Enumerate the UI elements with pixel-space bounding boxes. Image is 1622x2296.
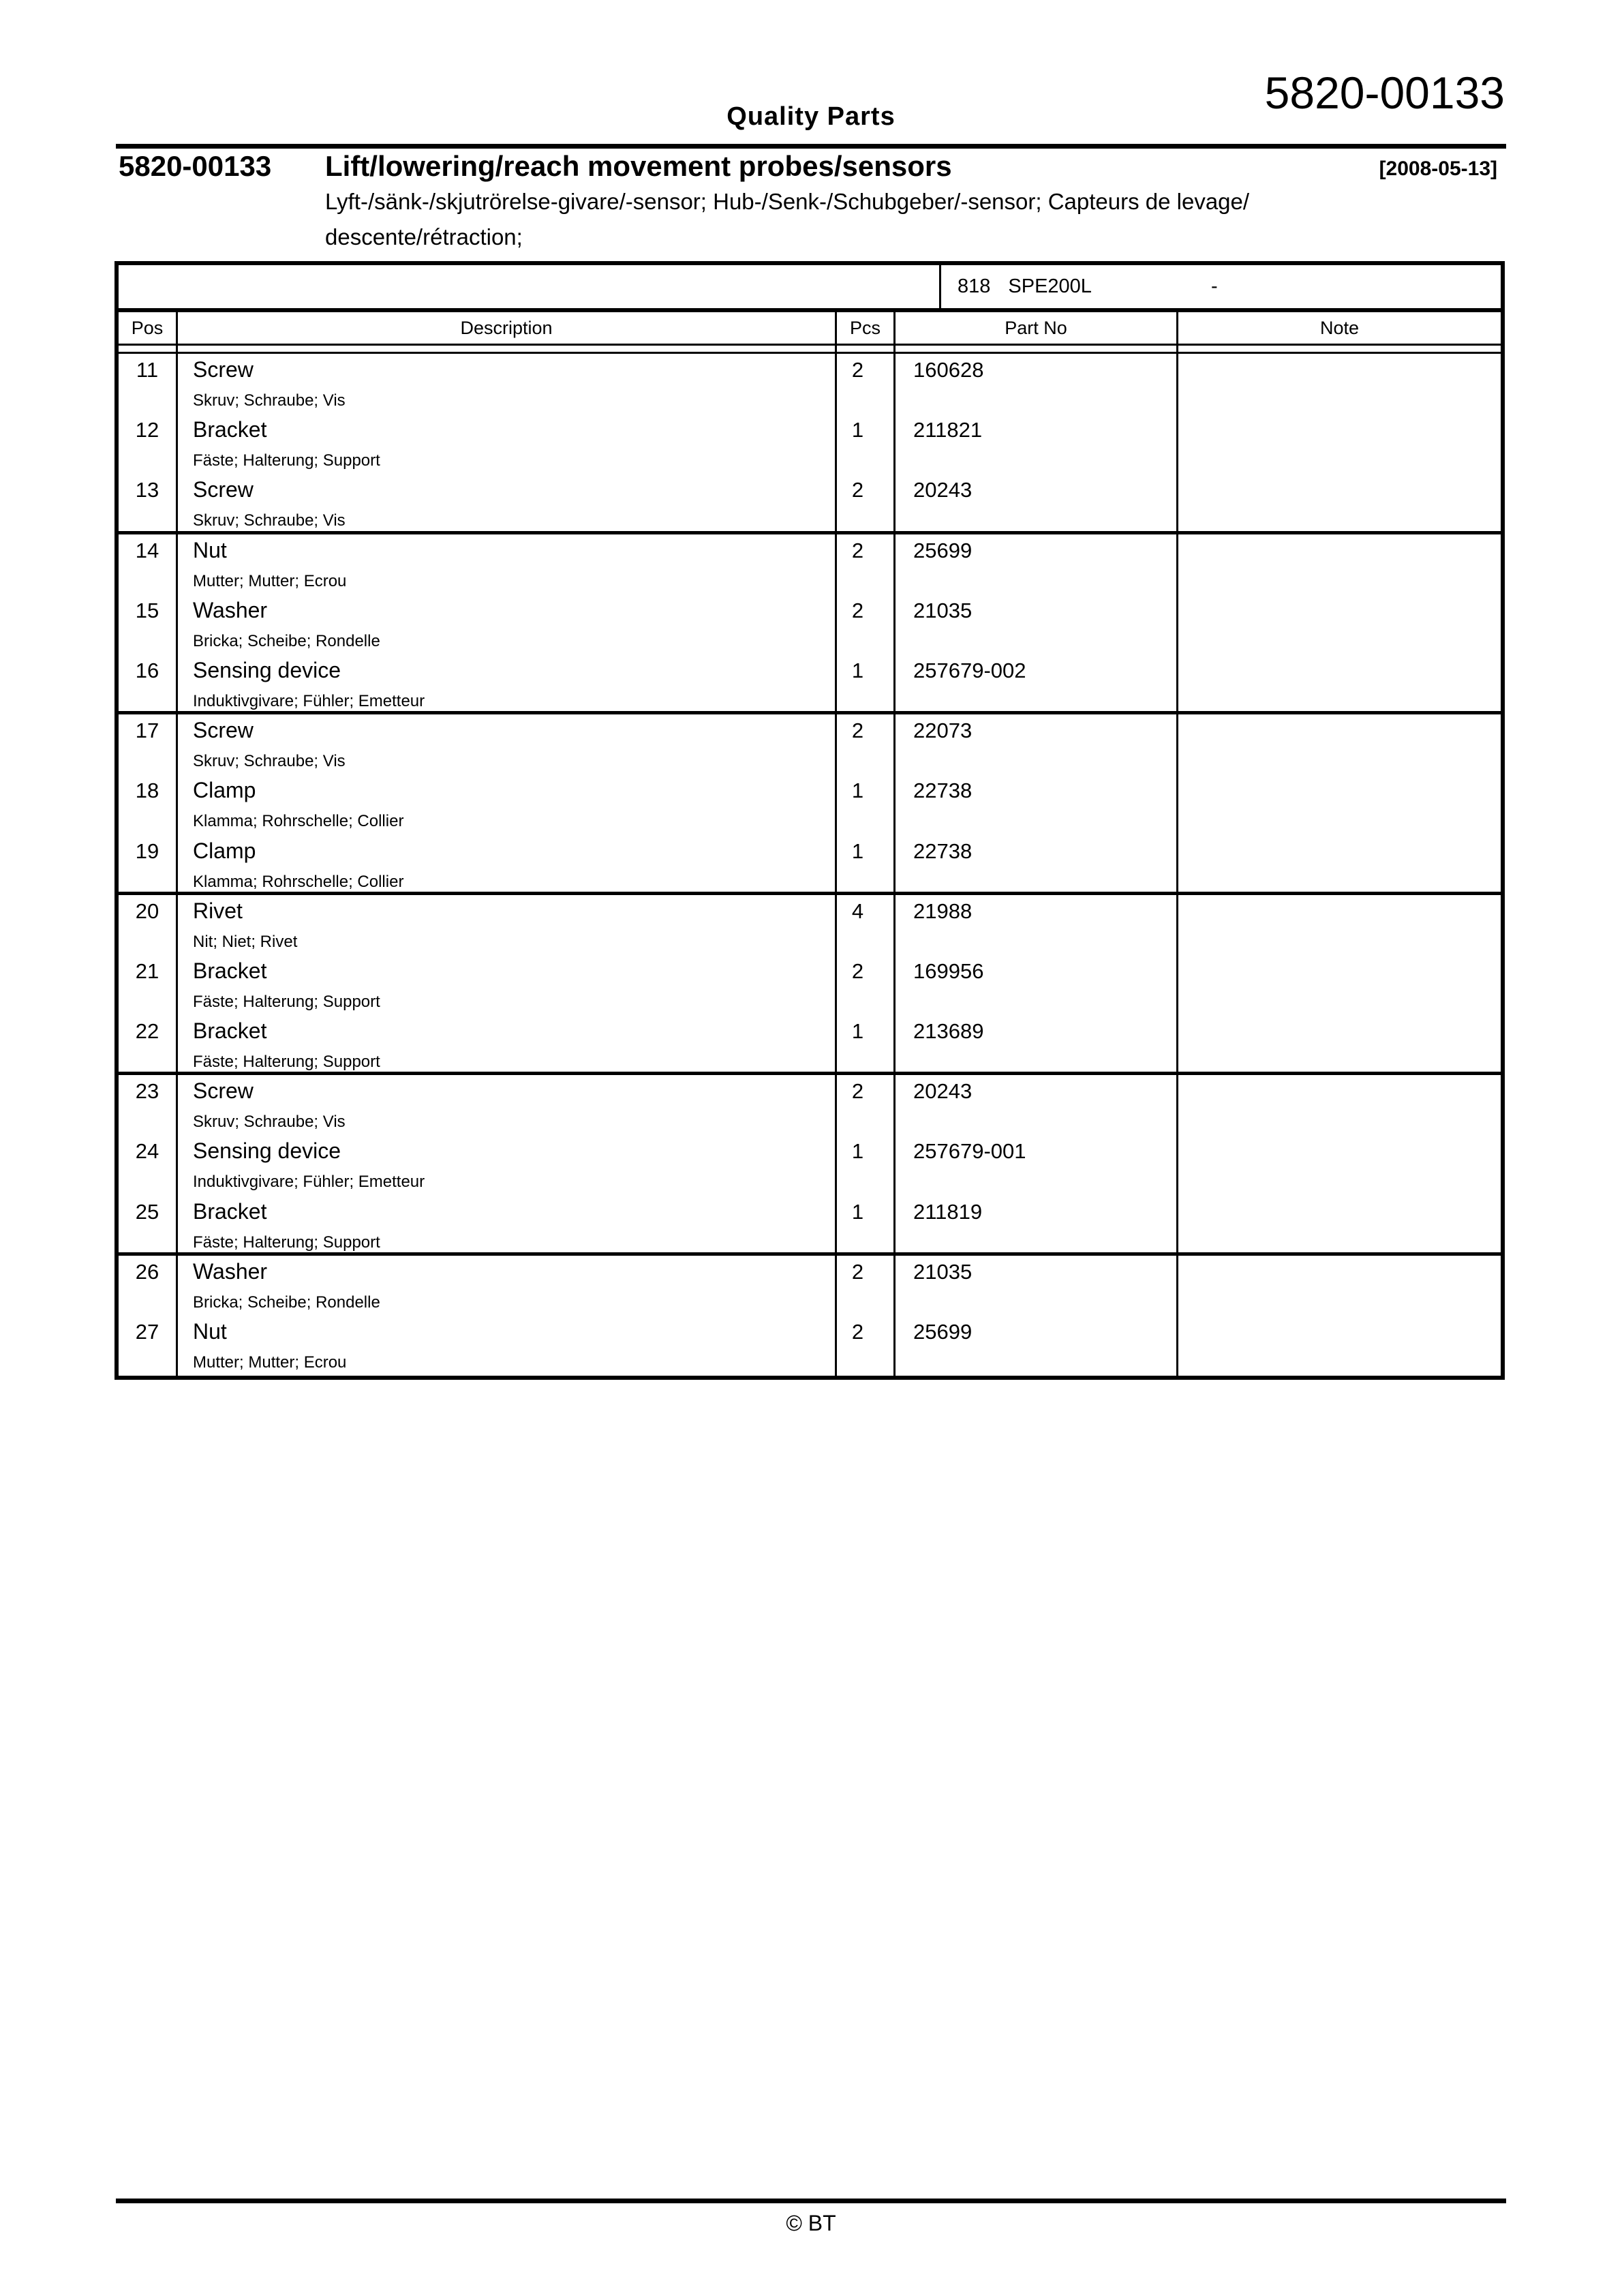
row-description-cell — [178, 594, 837, 654]
row-part-no: 22738 — [896, 774, 1178, 834]
part-translations: Klamma; Rohrschelle; Collier — [193, 872, 404, 891]
double-line-segment — [1178, 346, 1501, 352]
double-line-segment — [896, 346, 1178, 352]
model-header-row — [119, 265, 1501, 312]
row-part-no: 25699 — [896, 1316, 1178, 1376]
row-part-no: 211819 — [896, 1196, 1178, 1252]
row-pcs: 2 — [837, 474, 896, 530]
row-note — [1178, 594, 1501, 654]
double-line-segment — [837, 346, 896, 352]
row-pcs: 2 — [837, 354, 896, 414]
row-note — [1178, 1196, 1501, 1252]
row-pos: 19 — [119, 835, 178, 892]
row-note — [1178, 774, 1501, 834]
row-pos: 20 — [119, 895, 178, 955]
column-header-pos: Pos — [119, 312, 178, 344]
section-subtitle — [325, 184, 1249, 255]
row-pcs: 1 — [837, 1196, 896, 1252]
part-translations: Induktivgivare; Fühler; Emetteur — [193, 1173, 425, 1192]
table-row — [119, 1316, 1501, 1376]
row-part-no: 20243 — [896, 1075, 1178, 1135]
row-pos: 12 — [119, 414, 178, 474]
footer-rule — [116, 2199, 1506, 2203]
table-row — [119, 534, 1501, 594]
part-translations: Induktivgivare; Fühler; Emetteur — [193, 691, 425, 710]
model-code: 818 — [958, 275, 991, 297]
row-description-cell — [178, 354, 837, 414]
row-pos: 14 — [119, 534, 178, 594]
part-name: Washer — [193, 597, 268, 622]
table-row — [119, 955, 1501, 1015]
row-part-no: 213689 — [896, 1015, 1178, 1072]
part-name: Bracket — [193, 417, 267, 442]
table-row — [119, 1256, 1501, 1316]
table-row — [119, 774, 1501, 834]
part-translations: Fäste; Halterung; Support — [193, 451, 380, 470]
table-row — [119, 594, 1501, 654]
row-pcs: 2 — [837, 714, 896, 774]
part-name: Clamp — [193, 838, 256, 863]
part-translations: Nit; Niet; Rivet — [193, 932, 298, 951]
table-row — [119, 654, 1501, 714]
row-pcs: 1 — [837, 1015, 896, 1072]
table-row — [119, 1196, 1501, 1256]
part-translations: Klamma; Rohrschelle; Collier — [193, 812, 404, 831]
row-pcs: 1 — [837, 774, 896, 834]
row-note — [1178, 1015, 1501, 1072]
row-pcs: 1 — [837, 414, 896, 474]
column-header-description: Description — [178, 312, 837, 344]
row-note — [1178, 474, 1501, 530]
row-part-no: 211821 — [896, 414, 1178, 474]
subtitle-line-1: Lyft-/sänk-/skjutrörelse-givare/-sensor; Hub-/Senk-/Schubgeber/-sensor; Capteurs de levage/ — [325, 189, 1250, 214]
row-description-cell — [178, 714, 837, 774]
part-translations: Skruv; Schraube; Vis — [193, 1113, 346, 1132]
row-note — [1178, 1075, 1501, 1135]
parts-table — [114, 261, 1505, 1380]
row-pos: 11 — [119, 354, 178, 414]
row-description-cell — [178, 414, 837, 474]
row-part-no: 257679-001 — [896, 1135, 1178, 1195]
row-description-cell — [178, 895, 837, 955]
section-code: 5820-00133 — [119, 150, 272, 182]
section-title: Lift/lowering/reach movement probes/sensors — [325, 150, 952, 182]
part-name: Screw — [193, 477, 254, 502]
column-header-pcs: Pcs — [837, 312, 896, 344]
row-pos: 13 — [119, 474, 178, 530]
row-note — [1178, 895, 1501, 955]
revision-date: [2008-05-13] — [1379, 157, 1497, 180]
row-description-cell — [178, 1196, 837, 1252]
model-header-cell — [941, 265, 1501, 308]
part-name: Screw — [193, 1078, 254, 1104]
row-note — [1178, 835, 1501, 892]
row-description-cell — [178, 955, 837, 1015]
part-translations: Skruv; Schraube; Vis — [193, 752, 346, 771]
row-note — [1178, 955, 1501, 1015]
table-body — [119, 354, 1501, 1376]
row-pos: 23 — [119, 1075, 178, 1135]
column-header-part-no: Part No — [896, 312, 1178, 344]
model-name: SPE200L — [1008, 275, 1092, 297]
row-description-cell — [178, 774, 837, 834]
row-pos: 15 — [119, 594, 178, 654]
page-header-title: Quality Parts — [726, 102, 896, 131]
table-row — [119, 474, 1501, 534]
row-pos: 16 — [119, 654, 178, 711]
table-row — [119, 1015, 1501, 1075]
row-part-no: 20243 — [896, 474, 1178, 530]
row-pos: 17 — [119, 714, 178, 774]
table-row — [119, 835, 1501, 895]
row-note — [1178, 714, 1501, 774]
row-pcs: 2 — [837, 1316, 896, 1376]
row-note — [1178, 1135, 1501, 1195]
double-line-segment — [178, 346, 837, 352]
row-description-cell — [178, 835, 837, 892]
serial-range: - — [1210, 275, 1218, 297]
part-translations: Fäste; Halterung; Support — [193, 1053, 380, 1072]
model-header-empty-cell — [119, 265, 941, 308]
row-description-cell — [178, 1075, 837, 1135]
subtitle-line-2: descente/rétraction; — [325, 224, 523, 250]
part-translations: Mutter; Mutter; Ecrou — [193, 1353, 347, 1372]
double-line-segment — [119, 346, 178, 352]
column-header-row — [119, 312, 1501, 346]
part-translations: Bricka; Scheibe; Rondelle — [193, 631, 380, 650]
row-description-cell — [178, 1015, 837, 1072]
part-translations: Bricka; Scheibe; Rondelle — [193, 1293, 380, 1312]
row-part-no: 21988 — [896, 895, 1178, 955]
copyright-notice: © BT — [786, 2211, 836, 2235]
table-row — [119, 354, 1501, 414]
part-translations: Mutter; Mutter; Ecrou — [193, 571, 347, 590]
row-pos: 18 — [119, 774, 178, 834]
table-row — [119, 1135, 1501, 1195]
part-name: Bracket — [193, 1198, 267, 1224]
row-pcs: 2 — [837, 534, 896, 594]
row-pcs: 2 — [837, 594, 896, 654]
row-description-cell — [178, 1135, 837, 1195]
part-name: Clamp — [193, 778, 256, 803]
part-translations: Skruv; Schraube; Vis — [193, 391, 346, 410]
row-part-no: 169956 — [896, 955, 1178, 1015]
part-name: Bracket — [193, 1018, 267, 1044]
header-double-line — [119, 346, 1501, 354]
part-translations: Fäste; Halterung; Support — [193, 1233, 380, 1252]
part-name: Sensing device — [193, 1138, 341, 1164]
row-pos: 24 — [119, 1135, 178, 1195]
part-translations: Fäste; Halterung; Support — [193, 992, 380, 1011]
part-name: Rivet — [193, 898, 243, 923]
part-name: Nut — [193, 537, 227, 562]
part-name: Screw — [193, 718, 254, 743]
row-pos: 25 — [119, 1196, 178, 1252]
row-description-cell — [178, 474, 837, 530]
row-description-cell — [178, 654, 837, 711]
row-description-cell — [178, 1256, 837, 1316]
row-pcs: 2 — [837, 955, 896, 1015]
table-row — [119, 895, 1501, 955]
table-row — [119, 714, 1501, 774]
row-description-cell — [178, 1316, 837, 1376]
row-part-no: 160628 — [896, 354, 1178, 414]
row-note — [1178, 1256, 1501, 1316]
row-note — [1178, 414, 1501, 474]
document-number: 5820-00133 — [1264, 67, 1505, 118]
part-name: Screw — [193, 357, 254, 382]
table-row — [119, 414, 1501, 474]
table-row — [119, 1075, 1501, 1135]
row-part-no: 22073 — [896, 714, 1178, 774]
row-note — [1178, 1316, 1501, 1376]
column-header-note: Note — [1319, 317, 1360, 338]
row-pos: 21 — [119, 955, 178, 1015]
row-pcs: 1 — [837, 654, 896, 711]
row-pos: 22 — [119, 1015, 178, 1072]
part-name: Washer — [193, 1258, 268, 1284]
row-pcs: 2 — [837, 1256, 896, 1316]
row-description-cell — [178, 534, 837, 594]
row-pos: 26 — [119, 1256, 178, 1316]
row-pcs: 2 — [837, 1075, 896, 1135]
row-part-no: 22738 — [896, 835, 1178, 892]
row-pos: 27 — [119, 1316, 178, 1376]
row-note — [1178, 534, 1501, 594]
row-note — [1178, 354, 1501, 414]
row-pcs: 4 — [837, 895, 896, 955]
part-name: Nut — [193, 1319, 227, 1344]
part-translations: Skruv; Schraube; Vis — [193, 511, 346, 530]
row-note — [1178, 654, 1501, 711]
row-pcs: 1 — [837, 835, 896, 892]
header-rule — [116, 144, 1506, 149]
row-part-no: 21035 — [896, 594, 1178, 654]
part-name: Sensing device — [193, 657, 341, 682]
row-pcs: 1 — [837, 1135, 896, 1195]
row-part-no: 25699 — [896, 534, 1178, 594]
row-part-no: 21035 — [896, 1256, 1178, 1316]
row-part-no: 257679-002 — [896, 654, 1178, 711]
part-name: Bracket — [193, 958, 267, 983]
